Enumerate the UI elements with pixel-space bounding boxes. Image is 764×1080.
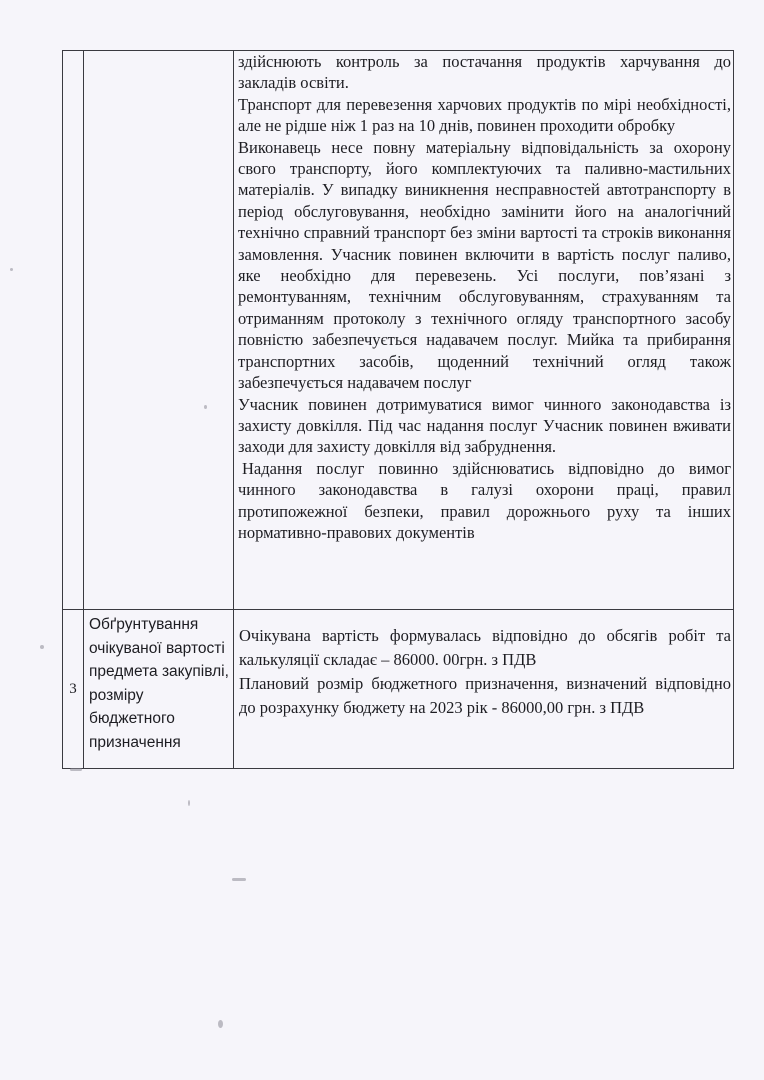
document-table [62, 50, 734, 769]
scan-speck [204, 405, 207, 409]
scan-speck [188, 800, 190, 806]
row-number-cell: 3 [63, 610, 84, 769]
row-number-cell [63, 51, 84, 610]
row-label-cell [84, 51, 234, 610]
paragraph-contractor-liability: Виконавець несе повну матеріальну відповідальність за охорону свого транспорту, його комплектуючих та паливно-мастильних матеріалів. У випадку виникнення несправностей автотранспорту в період обслуговування, необхідно замінити його на аналогічний технічно справний транспорт без зміни вартості та строків виконання замовлення. Учасник повинен включити в вартість послуг паливо, яке необхідно для перевезень. Усі послуги, пов’язані з ремонтуванням, технічним обслуговуванням, страхуванням та отриманням протоколу з технічного огляду транспортного засобу повністю забезпечується надавачем послуг. Мийка та прибирання транспортних засобів, щоденний технічний огляд також забезпечується надавачем послуг [238, 137, 731, 393]
table-row [63, 51, 734, 610]
scan-speck [232, 878, 246, 881]
paragraph-transport-treatment: Транспорт для перевезення харчових продуктів по мірі необхідності, але не рідше ніж 1 раз на 10 днів, повинен проходити обробку [238, 94, 731, 136]
paragraph-safety: Надання послуг повинно здійснюватись відповідно до вимог чинного законодавства в галузі охорони праці, правил протипожежної безпеки, правил дорожнього руху та інших нормативно-правових документів [238, 458, 731, 542]
paragraph-food-control: здійснюють контроль за постачання продуктів харчування до закладів освіти. [238, 52, 731, 93]
scan-speck [40, 645, 44, 649]
scan-speck [70, 768, 82, 771]
paragraph-expected-cost: Очікувана вартість формувалась відповідно до обсягів робіт та калькуляції складає – 86000. 00грн. з ПДВ [239, 626, 731, 669]
table-row [63, 610, 734, 769]
row-label-cell: Обґрунтування очікуваної вартості предмета закупівлі, розміру бюджетного призначення [84, 610, 234, 769]
paragraph-budget: Плановий розмір бюджетного призначення, визначений відповідно до розрахунку бюджету на 2023 рік - 86000,00 грн. з ПДВ [239, 674, 731, 717]
row-content-cell [234, 610, 734, 769]
scan-speck [10, 268, 13, 271]
paragraph-environment: Учасник повинен дотримуватися вимог чинного законодавства із захисту довкілля. Під час надання послуг Учасник повинен вживати заходи для захисту довкілля від забруднення. [238, 394, 731, 457]
scan-speck [218, 1020, 223, 1028]
row-content-cell [234, 51, 734, 610]
